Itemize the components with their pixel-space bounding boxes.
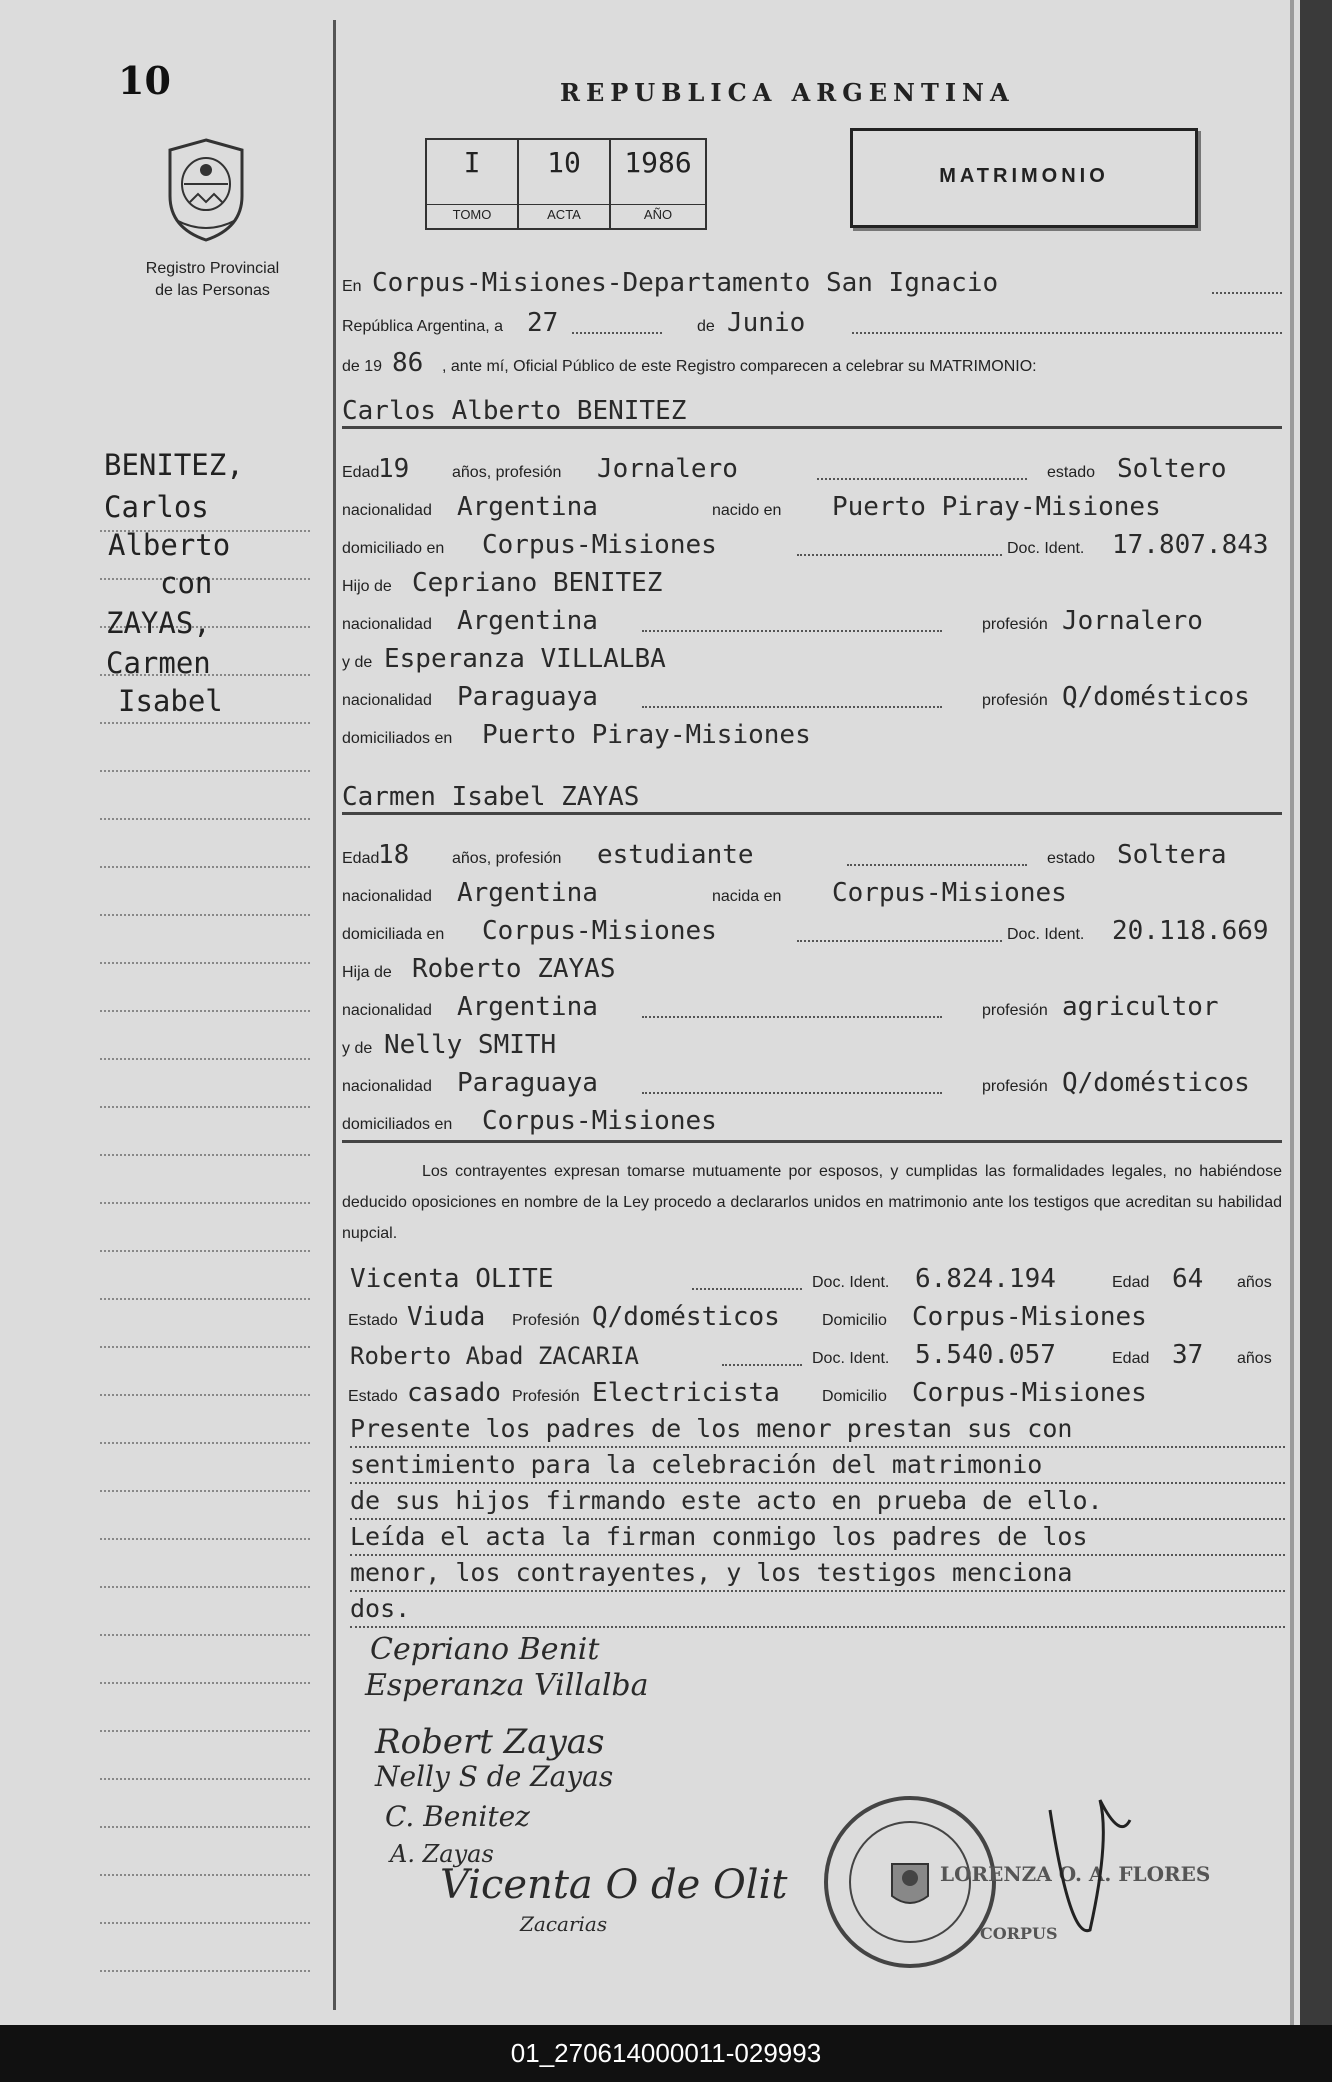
bride-father-profession: agricultor	[1062, 992, 1219, 1022]
registry-name	[110, 258, 315, 302]
margin-rule	[100, 1874, 310, 1876]
groom-profession: Jornalero	[597, 454, 738, 484]
groom-parents-domicile: Puerto Piray-Misiones	[482, 720, 811, 750]
margin-note-line: Alberto	[108, 528, 231, 562]
groom-age: 19	[378, 454, 410, 484]
margin-rule	[100, 1106, 310, 1108]
label-hija-de: Hija de	[342, 964, 392, 981]
bride-age-line	[342, 834, 1282, 874]
bride-domicile: Corpus-Misiones	[482, 916, 717, 946]
label-estado: estado	[1047, 850, 1096, 867]
bride-status: Soltera	[1117, 840, 1227, 870]
label-de: de	[697, 318, 715, 335]
acta-label: ACTA	[519, 204, 609, 222]
margin-rule	[100, 722, 310, 724]
registry-line: de las Personas	[155, 282, 270, 299]
label-profesion: profesión	[982, 1002, 1048, 1019]
bride-mother-line	[342, 1024, 1282, 1064]
groom-nationality: Argentina	[457, 492, 598, 522]
margin-rule	[100, 770, 310, 772]
witness-1-age: 64	[1172, 1264, 1204, 1294]
label-nacionalidad: nacionalidad	[342, 692, 432, 709]
label-profesion: Profesión	[512, 1388, 580, 1405]
bride-section-rule	[342, 1140, 1282, 1143]
bride-parents-domicile-line	[342, 1100, 1282, 1140]
margin-rule	[100, 1730, 310, 1732]
groom-mother: Esperanza VILLALBA	[384, 644, 666, 674]
fill-line	[642, 1092, 942, 1094]
bride-father: Roberto ZAYAS	[412, 954, 616, 984]
bride-father-line	[342, 948, 1282, 988]
margin-note-line: con	[160, 566, 213, 600]
groom-status: Soltero	[1117, 454, 1227, 484]
remarks-line: Leída el acta la firman conmigo los padres de los	[350, 1520, 1285, 1556]
label-edad: Edad	[342, 464, 380, 481]
label-domiciliado-en: domiciliado en	[342, 540, 445, 557]
remarks-block	[350, 1412, 1285, 1628]
witness-1-status: Viuda	[407, 1302, 486, 1332]
page-number: 10	[118, 58, 171, 103]
label-domiciliados-en: domiciliados en	[342, 730, 453, 747]
fill-line	[852, 332, 1282, 334]
margin-note-line: Carmen	[106, 646, 211, 680]
margin-rule	[100, 1922, 310, 1924]
province-emblem-icon	[162, 136, 250, 244]
groom-father-nationality-line	[342, 600, 1282, 640]
witness-1-name: Vicenta OLITE	[350, 1264, 554, 1294]
label-estado: Estado	[348, 1388, 398, 1405]
witness-2-doc-id: 5.540.057	[915, 1340, 1056, 1370]
groom-father-nationality: Argentina	[457, 606, 598, 636]
margin-rule	[100, 1682, 310, 1684]
bride-domicile-line	[342, 910, 1282, 950]
image-id-footer: 01_270614000011-029993	[0, 2025, 1332, 2082]
groom-nationality-line	[342, 486, 1282, 526]
remarks-line: Presente los padres de los menor prestan sus con	[350, 1412, 1285, 1448]
witness-1-detail-line	[342, 1296, 1282, 1336]
margin-rule	[100, 1154, 310, 1156]
day-value: 27	[527, 308, 559, 338]
document-type: MATRIMONIO	[939, 165, 1109, 187]
label-edad: Edad	[342, 850, 380, 867]
witness-2-domicile: Corpus-Misiones	[912, 1378, 1147, 1408]
document-type-box	[850, 128, 1198, 228]
fill-line	[847, 864, 1027, 866]
fill-line	[722, 1364, 802, 1366]
label-y-de: y de	[342, 1040, 373, 1057]
fill-line	[692, 1288, 802, 1290]
label-domicilio: Domicilio	[822, 1312, 887, 1329]
label-estado: estado	[1047, 464, 1096, 481]
margin-rule	[100, 1298, 310, 1300]
signature: C. Benitez	[385, 1800, 530, 1833]
signature: A. Zayas	[390, 1840, 494, 1868]
year-line	[342, 342, 1282, 382]
bride-mother-profession: Q/domésticos	[1062, 1068, 1250, 1098]
margin-rule	[100, 914, 310, 916]
bride-father-nationality-line	[342, 986, 1282, 1026]
bride-name-rule	[342, 812, 1282, 815]
label-doc-ident: Doc. Ident.	[1007, 926, 1085, 943]
witness-2-detail-line	[342, 1372, 1282, 1412]
witness-2-profession: Electricista	[592, 1378, 780, 1408]
margin-rule	[100, 1538, 310, 1540]
groom-mother-nationality: Paraguaya	[457, 682, 598, 712]
margin-rule	[100, 866, 310, 868]
reference-box	[425, 138, 707, 230]
label-republica: República Argentina, a	[342, 318, 503, 335]
ano-value: 1986	[624, 146, 692, 179]
acta-value: 10	[547, 146, 581, 179]
signature: Cepriano Benit	[370, 1632, 600, 1667]
witness-1-doc-id: 6.824.194	[915, 1264, 1056, 1294]
bride-mother: Nelly SMITH	[384, 1030, 557, 1060]
registrar-stamp-name: LORENZA O. A. FLORES	[940, 1862, 1211, 1886]
declaration-text: Los contrayentes expresan tomarse mutuamente por esposos, y cumplidas las formalidades legales, no habiéndose deducido oposiciones en nombre de la Ley procedo a declararlos unidos en matrimonio ante los testigos que acreditan su habilidad nupcial.	[342, 1163, 1282, 1242]
bride-profession: estudiante	[597, 840, 754, 870]
label-en: En	[342, 278, 362, 295]
bride-mother-nationality: Paraguaya	[457, 1068, 598, 1098]
label-nacionalidad: nacionalidad	[342, 1002, 432, 1019]
margin-note-line: BENITEZ,	[104, 448, 244, 482]
witness-1-profession: Q/domésticos	[592, 1302, 780, 1332]
book-edge	[1300, 0, 1332, 2025]
bride-age: 18	[378, 840, 410, 870]
label-declaration: , ante mí, Oficial Público de este Registro comparecen a celebrar su MATRIMONIO:	[442, 358, 1037, 375]
groom-domicile-line	[342, 524, 1282, 564]
bride-father-nationality: Argentina	[457, 992, 598, 1022]
signature: Zacarias	[520, 1912, 608, 1936]
groom-parents-domicile-line	[342, 714, 1282, 754]
remarks-line: menor, los contrayentes, y los testigos menciona	[350, 1556, 1285, 1592]
groom-domicile: Corpus-Misiones	[482, 530, 717, 560]
groom-father: Cepriano BENITEZ	[412, 568, 663, 598]
groom-name: Carlos Alberto BENITEZ	[342, 396, 687, 426]
margin-rule	[100, 818, 310, 820]
label-profesion: profesión	[982, 692, 1048, 709]
fill-line	[642, 630, 942, 632]
margin-rule	[100, 1058, 310, 1060]
label-domicilio: Domicilio	[822, 1388, 887, 1405]
fill-line	[1212, 292, 1282, 294]
margin-rule	[100, 1442, 310, 1444]
margin-note-line: ZAYAS,	[106, 606, 211, 640]
fill-line	[817, 478, 1027, 480]
witness-1-domicile: Corpus-Misiones	[912, 1302, 1147, 1332]
fill-line	[572, 332, 662, 334]
groom-name-rule	[342, 426, 1282, 429]
month-value: Junio	[727, 308, 806, 338]
bride-doc-id: 20.118.669	[1112, 916, 1269, 946]
label-anos-profesion: años, profesión	[452, 850, 562, 867]
groom-age-line	[342, 448, 1282, 488]
label-edad: Edad	[1112, 1274, 1150, 1291]
registry-line: Registro Provincial	[145, 260, 280, 277]
margin-rule	[100, 1202, 310, 1204]
groom-mother-nationality-line	[342, 676, 1282, 716]
label-doc-ident: Doc. Ident.	[812, 1350, 890, 1367]
label-nacionalidad: nacionalidad	[342, 502, 432, 519]
bride-birthplace: Corpus-Misiones	[832, 878, 1067, 908]
bride-name: Carmen Isabel ZAYAS	[342, 782, 640, 812]
groom-mother-line	[342, 638, 1282, 678]
margin-rule	[100, 1010, 310, 1012]
groom-name-line	[342, 390, 1282, 430]
tomo-label: TOMO	[427, 204, 517, 222]
bride-parents-domicile: Corpus-Misiones	[482, 1106, 717, 1136]
label-y-de: y de	[342, 654, 373, 671]
witness-2-line	[342, 1334, 1282, 1374]
margin-note-line: Carlos	[104, 490, 209, 524]
label-nacida-en: nacida en	[712, 888, 782, 905]
acta-cell	[519, 140, 611, 228]
groom-mother-profession: Q/domésticos	[1062, 682, 1250, 712]
remarks-line: sentimiento para la celebración del matrimonio	[350, 1448, 1285, 1484]
margin-rule	[100, 1394, 310, 1396]
label-domiciliados-en: domiciliados en	[342, 1116, 453, 1133]
signature: Robert Zayas	[375, 1722, 605, 1762]
year-value: 86	[392, 348, 424, 378]
tomo-cell	[427, 140, 519, 228]
bride-mother-nationality-line	[342, 1062, 1282, 1102]
label-estado: Estado	[348, 1312, 398, 1329]
tomo-value: I	[463, 146, 481, 179]
label-doc-ident: Doc. Ident.	[812, 1274, 890, 1291]
witness-2-age: 37	[1172, 1340, 1204, 1370]
label-domiciliada-en: domiciliada en	[342, 926, 445, 943]
groom-father-line	[342, 562, 1282, 602]
label-nacionalidad: nacionalidad	[342, 616, 432, 633]
registrar-signature-icon	[1030, 1780, 1140, 1960]
ano-label: AÑO	[611, 204, 705, 222]
label-profesion: Profesión	[512, 1312, 580, 1329]
label-profesion: profesión	[982, 1078, 1048, 1095]
label-anos: años	[1237, 1274, 1272, 1291]
margin-rule	[100, 1346, 310, 1348]
label-nacido-en: nacido en	[712, 502, 782, 519]
margin-divider	[333, 20, 336, 2010]
fill-line	[642, 1016, 942, 1018]
signature: Esperanza Villalba	[365, 1668, 649, 1703]
groom-birthplace: Puerto Piray-Misiones	[832, 492, 1161, 522]
label-doc-ident: Doc. Ident.	[1007, 540, 1085, 557]
remarks-line: dos.	[350, 1592, 1285, 1628]
fill-line	[797, 554, 1002, 556]
label-anos-profesion: años, profesión	[452, 464, 562, 481]
stamp-town: CORPUS	[980, 1924, 1058, 1943]
label-profesion: profesión	[982, 616, 1048, 633]
margin-rule	[100, 1778, 310, 1780]
ano-cell	[611, 140, 705, 228]
witness-1-line	[342, 1258, 1282, 1298]
margin-rule	[100, 1586, 310, 1588]
label-nacionalidad: nacionalidad	[342, 1078, 432, 1095]
label-anos: años	[1237, 1350, 1272, 1367]
label-nacionalidad: nacionalidad	[342, 888, 432, 905]
label-edad: Edad	[1112, 1350, 1150, 1367]
bride-name-line	[342, 776, 1282, 816]
fill-line	[642, 706, 942, 708]
place-line	[342, 262, 1282, 302]
date-line	[342, 302, 1282, 342]
fill-line	[797, 940, 1002, 942]
place-value: Corpus-Misiones-Departamento San Ignacio	[372, 268, 999, 298]
margin-note-line: Isabel	[118, 684, 223, 718]
margin-rule	[100, 1634, 310, 1636]
bride-nationality-line	[342, 872, 1282, 912]
country-title: REPUBLICA ARGENTINA	[560, 78, 1015, 107]
margin-rule	[100, 1490, 310, 1492]
margin-rule	[100, 1250, 310, 1252]
groom-doc-id: 17.807.843	[1112, 530, 1269, 560]
label-hijo-de: Hijo de	[342, 578, 392, 595]
bride-nationality: Argentina	[457, 878, 598, 908]
label-year: de 19	[342, 358, 383, 375]
witness-2-status: casado	[407, 1378, 501, 1408]
groom-father-profession: Jornalero	[1062, 606, 1203, 636]
witness-2-name: Roberto Abad ZACARIA	[350, 1342, 639, 1370]
margin-rule	[100, 962, 310, 964]
signature: Vicenta O de Olit	[440, 1862, 788, 1908]
remarks-line: de sus hijos firmando este acto en prueba de ello.	[350, 1484, 1285, 1520]
margin-rule	[100, 1826, 310, 1828]
margin-rule	[100, 1970, 310, 1972]
signature: Nelly S de Zayas	[375, 1760, 614, 1793]
page-edge-line	[1290, 0, 1294, 2025]
